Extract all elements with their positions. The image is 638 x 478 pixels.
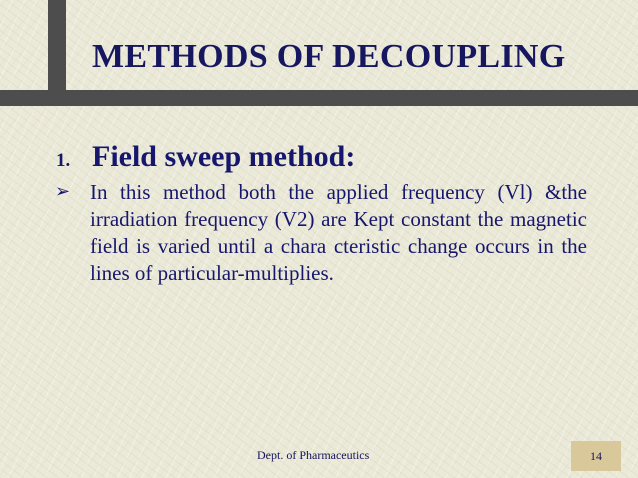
section-heading	[56, 140, 355, 174]
bullet-text: In this method both the applied frequency (Vl) &the irradiation frequency (V2) are Kept constant the magnetic field is varied until a chara cteristic change occurs in the lines of particular-multiplies.	[90, 180, 587, 285]
slide-title: METHODS OF DECOUPLING	[92, 38, 566, 75]
decorative-horizontal-bar	[0, 90, 638, 106]
page-number	[571, 441, 621, 471]
section-heading-text: Field sweep method:	[92, 140, 356, 173]
page-number-text: 14	[590, 448, 602, 463]
footer-text: Dept. of Pharmaceutics	[257, 448, 370, 462]
section-number: 1.	[56, 150, 71, 171]
arrow-bullet-icon: ➢	[55, 181, 71, 201]
